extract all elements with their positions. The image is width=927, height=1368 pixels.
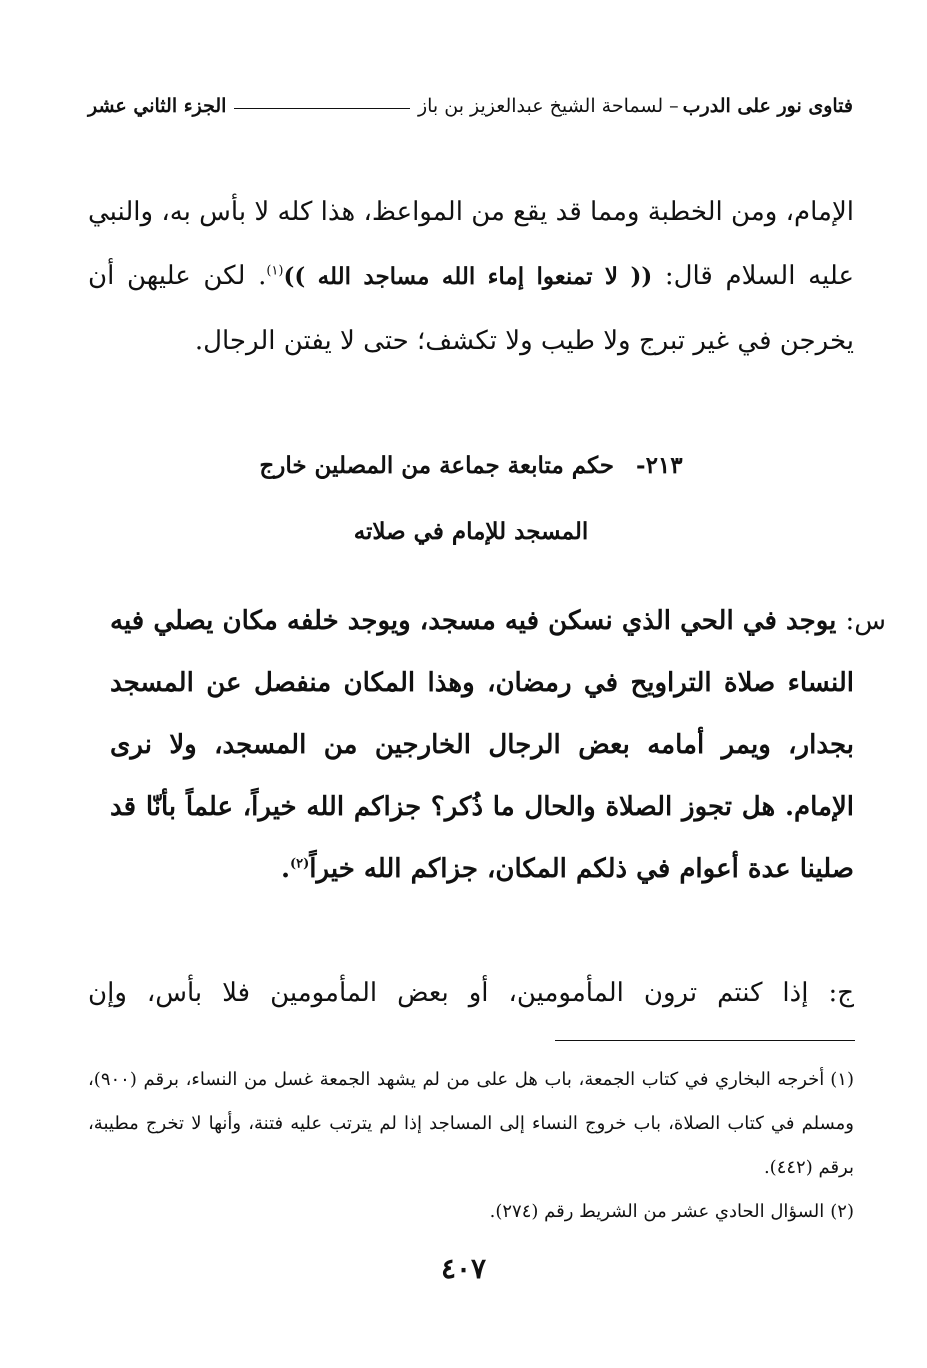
answer-prefix: ج:: [828, 978, 855, 1008]
body-text-end: . لكن عليهن أن يخرجن في غير تبرج ولا طيب ولا تكشف؛ حتى لا يفتن الرجال.: [88, 261, 854, 356]
footnote-ref-2[interactable]: (٢): [290, 856, 310, 872]
footnotes: [88, 1058, 854, 1234]
running-header: [88, 88, 853, 124]
author-name: – لسماحة الشيخ عبدالعزيز بن باز: [417, 95, 679, 117]
footnote-text: أخرجه البخاري في كتاب الجمعة، باب هل على من لم يشهد الجمعة غسل من النساء، برقم (٩٠٠)، ومسلم في كتاب الصلاة، باب خروج النساء إلى المساجد إذا لم يترتب عليه فتنة، وأنها لا تخرج مطيبة، برقم (٤٤٢).: [88, 1069, 854, 1178]
section-heading: [88, 452, 854, 479]
footnote-number: (١): [830, 1069, 854, 1090]
answer-text: إذا كنتم ترون المأمومين، أو بعض المأمومين فلا بأس، وإن: [88, 978, 809, 1008]
footnote-divider: [555, 1040, 855, 1041]
question-first-line: [153, 606, 886, 636]
question-text: فيه النساء صلاة التراويح في رمضان، وهذا المكان منفصل عن المسجد بجدار، ويمر أمامه بعض الرجال الخارجين من المسجد، ولا نرى الإمام. هل تجوز الصلاة والحال ما ذُكر؟ جزاكم الله خيراً، علماً بأنّا قد صلينا عدة أعوام في ذلكم المكان، جزاكم الله خيراً: [110, 606, 854, 884]
question-first-line-text: يوجد في الحي الذي نسكن فيه مسجد، ويوجد خلفه مكان يصلي: [153, 606, 837, 636]
footnote-1: [88, 1058, 854, 1190]
header-rule: [234, 108, 409, 109]
page-number: ٤٠٧: [440, 1252, 487, 1285]
section-heading-line2: [88, 518, 854, 545]
question-prefix: س:: [845, 606, 886, 636]
answer-paragraph: [88, 962, 854, 1024]
question-end: .: [280, 854, 290, 884]
question-paragraph: [110, 590, 886, 900]
section-title-line1: حكم متابعة جماعة من المصلين خارج: [259, 452, 615, 479]
body-paragraph: [88, 180, 854, 373]
body-text-start: الإمام، ومن الخطبة ومما قد يقع من المواعظ، هذا كله لا بأس به، والنبي عليه السلام قال:: [88, 197, 855, 291]
book-title: فتاوى نور على الدرب: [682, 95, 853, 117]
hadith-quote: (( لا تمنعوا إماء الله مساجد الله )): [283, 263, 653, 290]
section-title-line2: المسجد للإمام في صلاته: [353, 518, 589, 545]
footnote-2: [88, 1190, 854, 1234]
section-number: ٢١٣-: [636, 452, 683, 479]
part-label: الجزء الثاني عشر: [88, 95, 227, 117]
footnote-text: السؤال الحادي عشر من الشريط رقم (٢٧٤).: [489, 1201, 825, 1222]
footnote-ref-1[interactable]: (١): [266, 263, 284, 279]
footnote-number: (٢): [830, 1201, 854, 1222]
